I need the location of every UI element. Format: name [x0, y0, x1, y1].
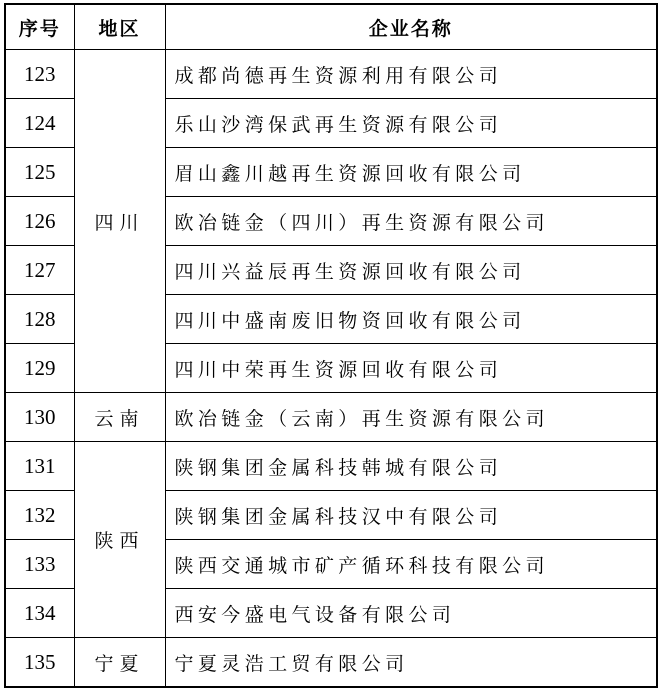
enterprise-table	[4, 3, 658, 688]
company-name: 眉山鑫川越再生资源回收有限公司	[165, 148, 657, 197]
company-name: 陕钢集团金属科技汉中有限公司	[165, 491, 657, 540]
header-name: 企业名称	[165, 4, 657, 50]
row-number: 132	[5, 491, 74, 540]
company-name: 四川中荣再生资源回收有限公司	[165, 344, 657, 393]
table-row	[5, 393, 657, 442]
company-name: 四川中盛南废旧物资回收有限公司	[165, 295, 657, 344]
company-name: 宁夏灵浩工贸有限公司	[165, 638, 657, 688]
region-cell-shaanxi: 陕西	[74, 442, 165, 638]
row-number: 129	[5, 344, 74, 393]
table-body	[5, 50, 657, 688]
company-name: 乐山沙湾保武再生资源有限公司	[165, 99, 657, 148]
company-name: 欧冶链金（四川）再生资源有限公司	[165, 197, 657, 246]
company-name: 陕西交通城市矿产循环科技有限公司	[165, 540, 657, 589]
region-cell-sichuan: 四川	[74, 50, 165, 393]
header-row	[5, 4, 657, 50]
row-number: 124	[5, 99, 74, 148]
header-region: 地区	[74, 4, 165, 50]
region-cell-ningxia: 宁夏	[74, 638, 165, 688]
row-number: 128	[5, 295, 74, 344]
table-row	[5, 442, 657, 491]
company-name: 四川兴益辰再生资源回收有限公司	[165, 246, 657, 295]
table-row	[5, 50, 657, 99]
table-row	[5, 638, 657, 688]
row-number: 126	[5, 197, 74, 246]
row-number: 123	[5, 50, 74, 99]
region-cell-yunnan: 云南	[74, 393, 165, 442]
row-number: 125	[5, 148, 74, 197]
company-name: 欧冶链金（云南）再生资源有限公司	[165, 393, 657, 442]
row-number: 135	[5, 638, 74, 688]
company-name: 成都尚德再生资源利用有限公司	[165, 50, 657, 99]
row-number: 127	[5, 246, 74, 295]
row-number: 131	[5, 442, 74, 491]
company-name: 西安今盛电气设备有限公司	[165, 589, 657, 638]
row-number: 130	[5, 393, 74, 442]
company-name: 陕钢集团金属科技韩城有限公司	[165, 442, 657, 491]
row-number: 134	[5, 589, 74, 638]
table-header	[5, 4, 657, 50]
header-no: 序号	[5, 4, 74, 50]
row-number: 133	[5, 540, 74, 589]
